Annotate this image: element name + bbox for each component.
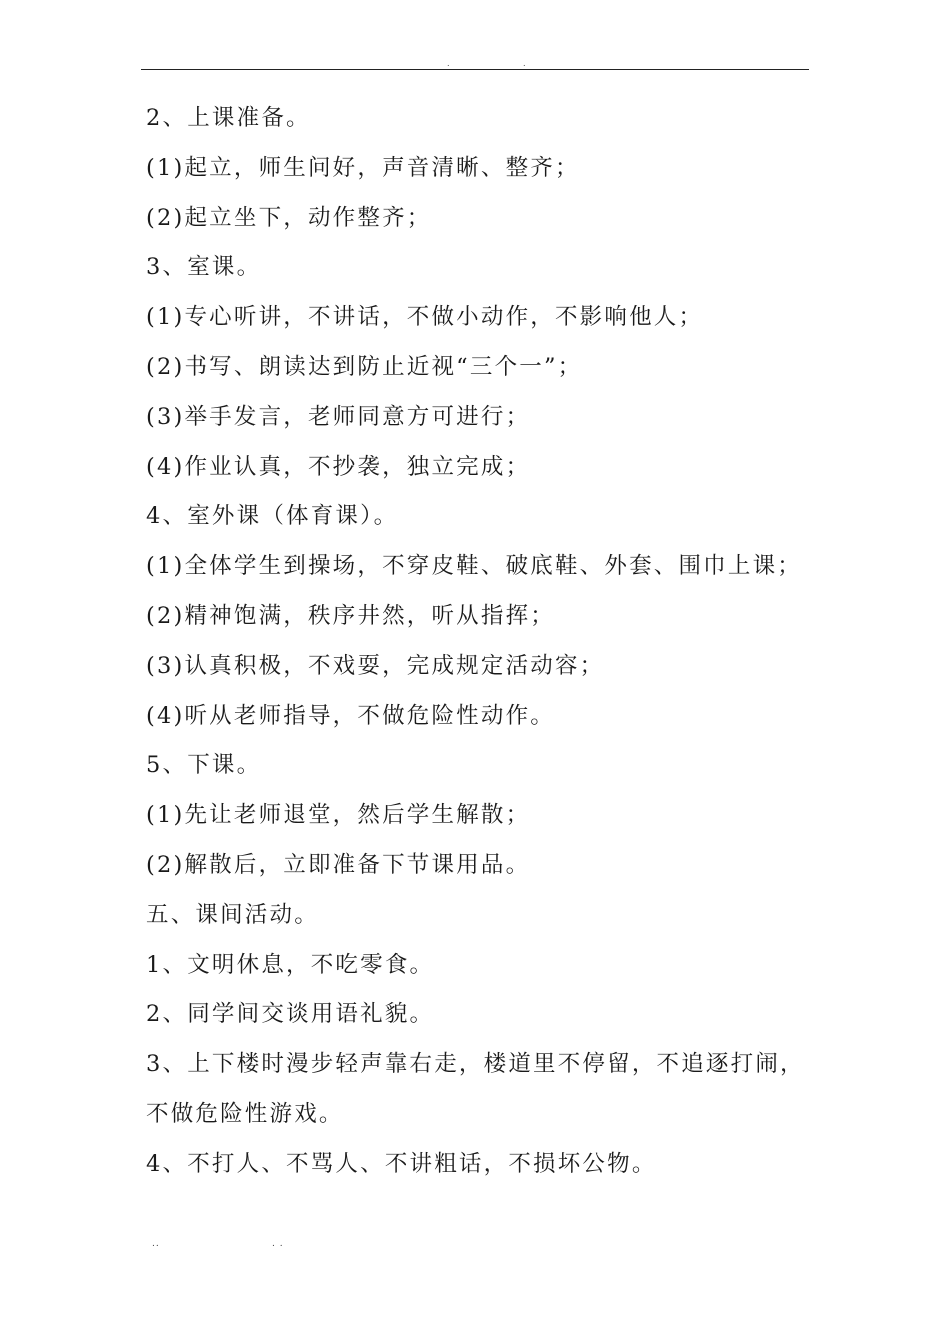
header-mark-right: . <box>523 59 526 68</box>
list-item: (2)精神饱满，秩序井然，听从指挥； <box>146 602 555 629</box>
list-item: (4)作业认真，不抄袭，独立完成； <box>146 453 531 480</box>
list-item: (2)书写、朗读达到防止近视“三个一”； <box>146 353 583 380</box>
heading-dismissal: 5、下课。 <box>146 752 262 779</box>
heading-indoor-class: 3、室课。 <box>146 254 262 281</box>
list-item: (1)起立，师生问好，声音清晰、整齐； <box>146 154 580 181</box>
list-item: 4、不打人、不骂人、不讲粗话，不损坏公物。 <box>146 1150 657 1177</box>
list-item: (3)举手发言，老师同意方可进行； <box>146 403 531 430</box>
heading-outdoor-class: 4、室外课（体育课）。 <box>146 503 399 530</box>
footer-mark-left: .. <box>152 1239 160 1249</box>
header-mark-left: . <box>447 59 450 68</box>
list-item: (3)认真积极，不戏耍，完成规定活动容； <box>146 652 605 679</box>
list-item: (2)解散后，立即准备下节课用品。 <box>146 851 531 878</box>
footer-mark-right: . . <box>272 1239 284 1249</box>
list-item: 1、文明休息，不吃零食。 <box>146 951 435 978</box>
list-item: (2)起立坐下，动作整齐； <box>146 204 432 231</box>
list-item-continuation: 不做危险性游戏。 <box>146 1100 344 1127</box>
heading-class-prep: 2、上课准备。 <box>146 105 311 131</box>
section-heading-recess: 五、课间活动。 <box>146 901 319 928</box>
list-item: (1)先让老师退堂，然后学生解散； <box>146 802 531 829</box>
list-item: (1)全体学生到操场，不穿皮鞋、破底鞋、外套、围巾上课； <box>146 553 802 580</box>
list-item: (4)听从老师指导，不做危险性动作。 <box>146 702 555 729</box>
header-rule <box>141 69 809 70</box>
list-item: (1)专心听讲，不讲话，不做小动作，不影响他人； <box>146 304 704 331</box>
list-item: 2、同学间交谈用语礼貌。 <box>146 1001 435 1028</box>
document-body <box>146 94 816 1190</box>
list-item: 3、上下楼时漫步轻声靠右走，楼道里不停留，不追逐打闹， <box>146 1051 805 1078</box>
